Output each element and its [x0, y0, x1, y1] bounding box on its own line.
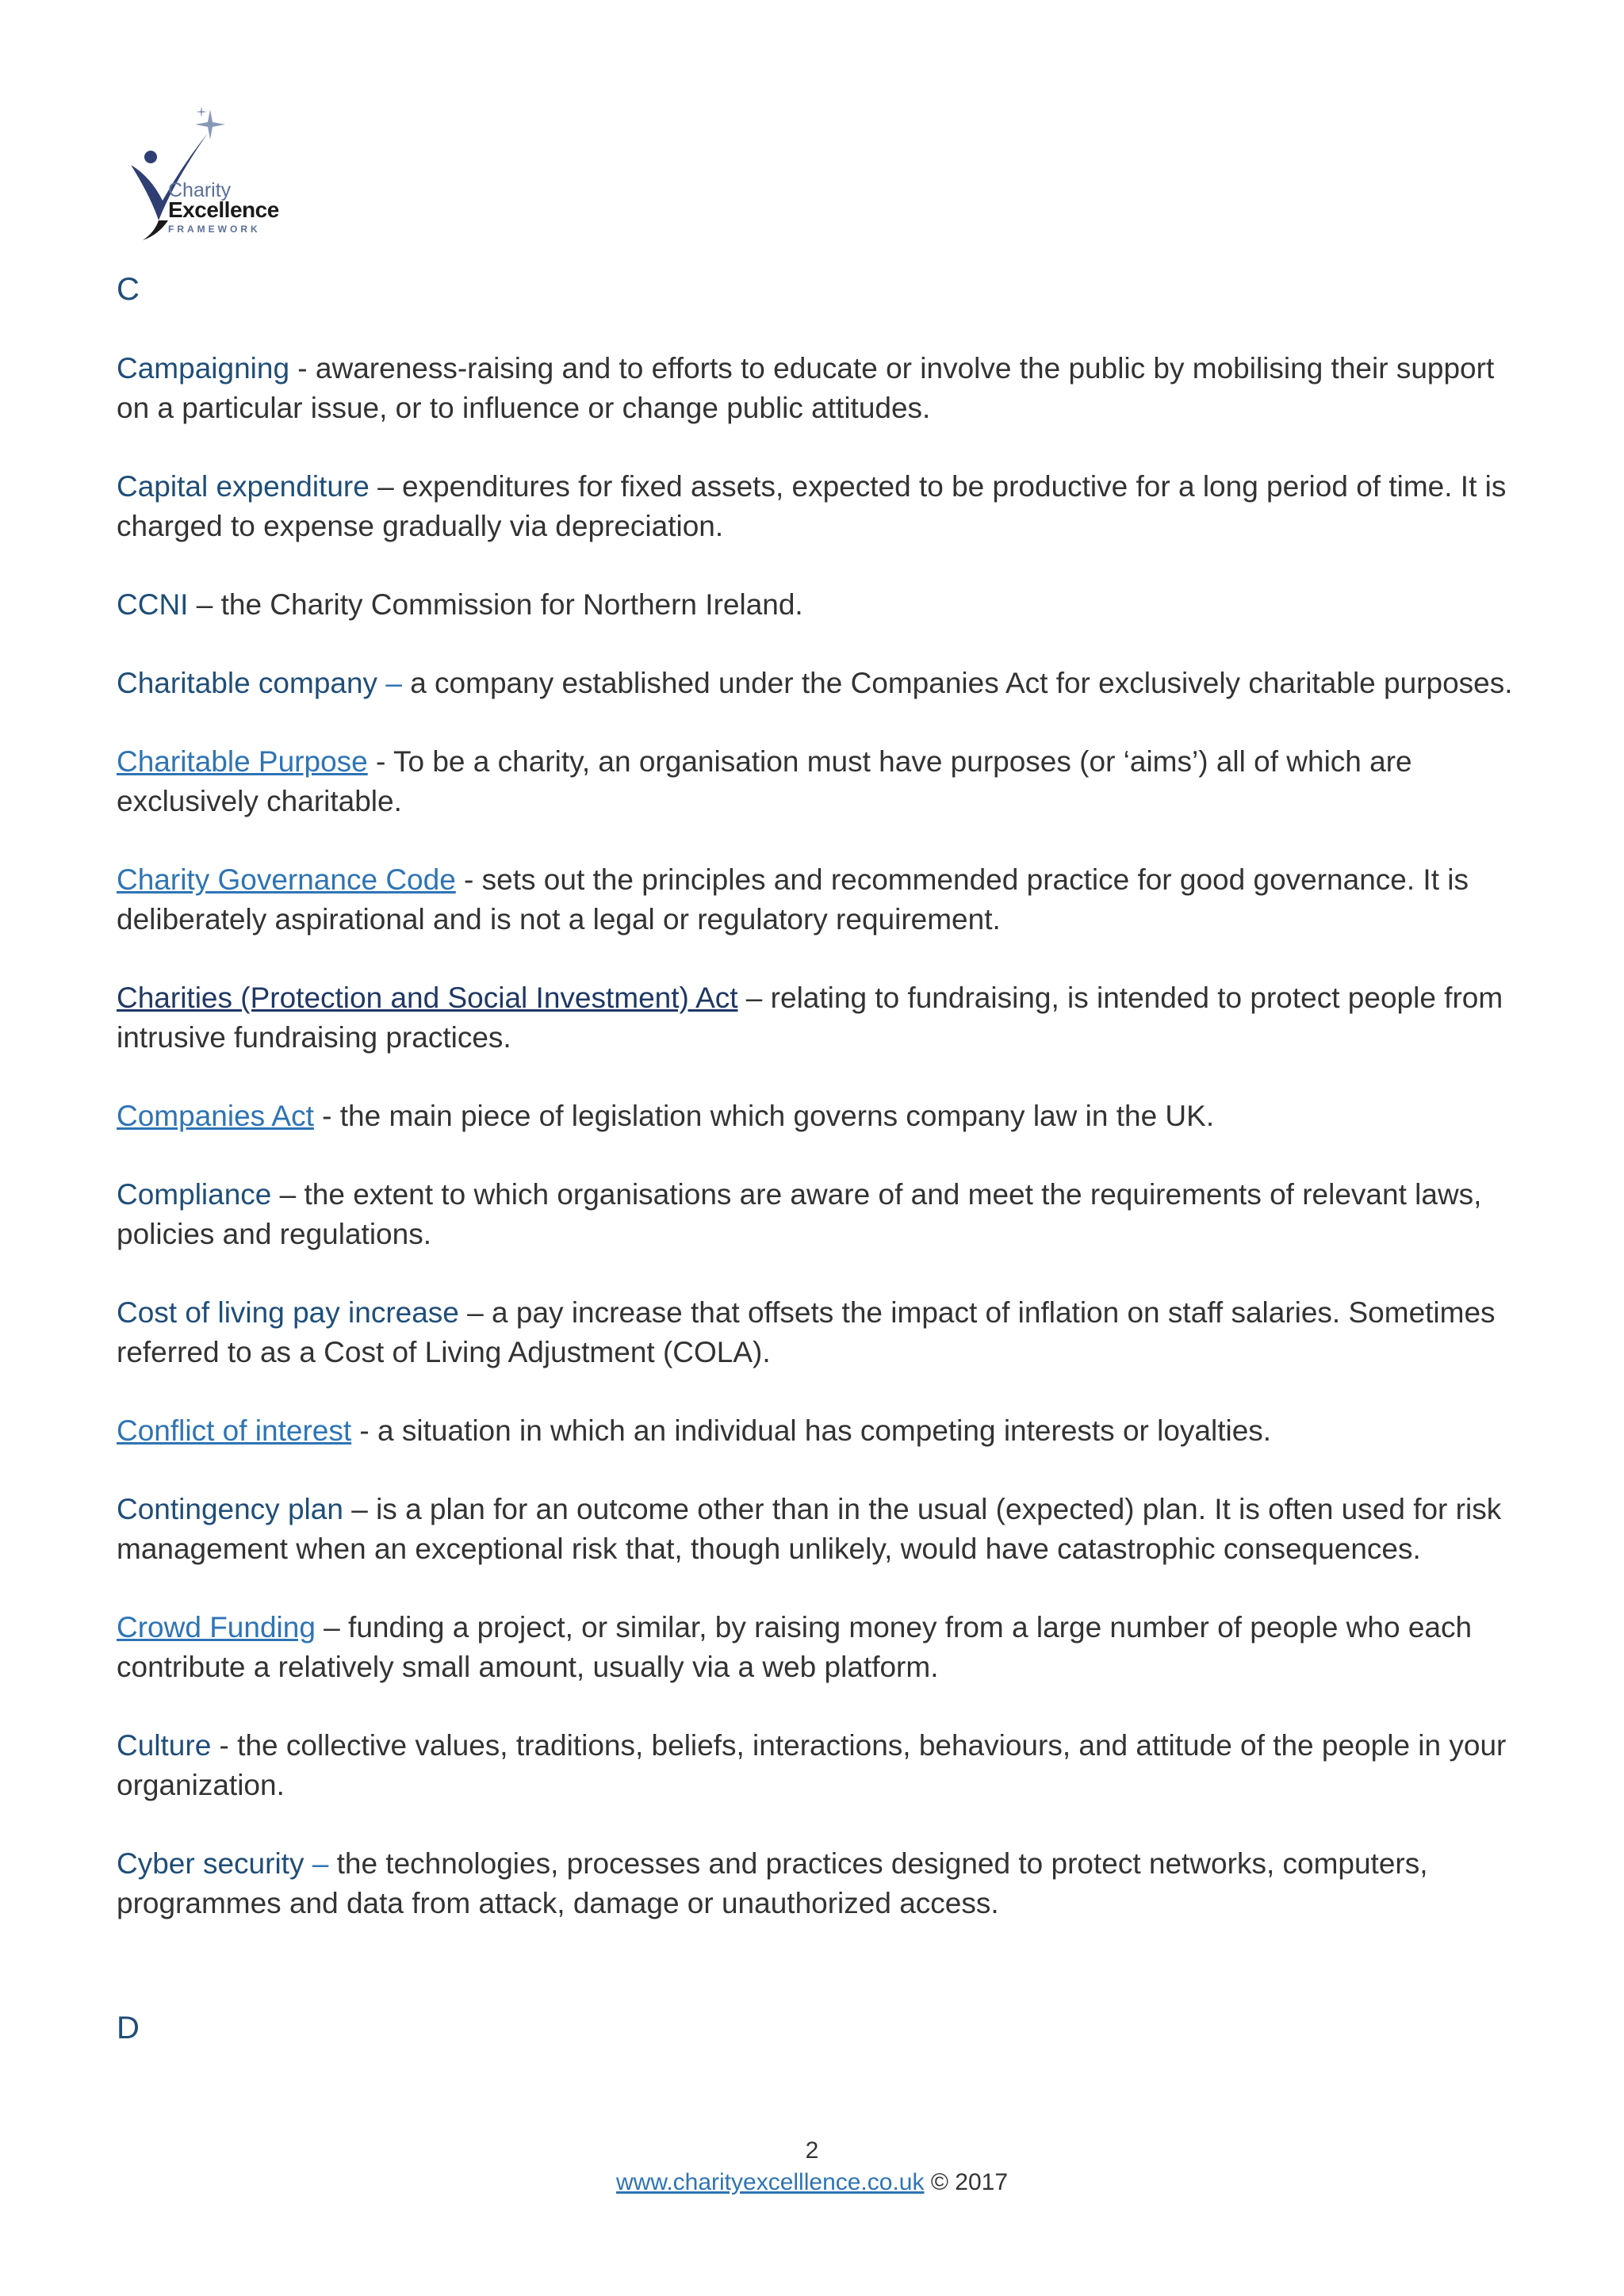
term-separator: – — [369, 470, 402, 503]
section-heading-d: D — [117, 2011, 140, 2045]
glossary-term: Campaigning — [117, 352, 290, 385]
glossary-entry — [117, 349, 1520, 428]
glossary-term: Contingency plan — [117, 1493, 343, 1525]
glossary-entry — [117, 664, 1520, 703]
glossary-entry — [117, 1608, 1520, 1687]
term-separator: – — [737, 982, 771, 1014]
term-separator: - — [455, 863, 482, 896]
glossary-definition: a situation in which an individual has competing interests or loyalties. — [377, 1414, 1272, 1447]
glossary-entry — [117, 585, 1520, 625]
glossary-definition: the extent to which organisations are aware of and meet the requirements of relevant laws, policies and regulations. — [117, 1178, 1482, 1250]
glossary-term-link[interactable]: Charitable Purpose — [117, 745, 368, 778]
glossary-entries — [117, 349, 1520, 1962]
glossary-definition: the technologies, processes and practices designed to protect networks, computers, programmes and data from attack, damage or unauthorized access. — [117, 1847, 1428, 1919]
term-separator: - — [289, 352, 316, 385]
glossary-definition: a company established under the Companies Act for exclusively charitable purposes. — [410, 667, 1513, 699]
glossary-entry — [117, 1844, 1520, 1923]
glossary-definition: the main piece of legislation which governs company law in the UK. — [339, 1100, 1215, 1132]
charity-excellence-logo — [119, 101, 309, 244]
glossary-term-link[interactable]: Conflict of interest — [117, 1414, 352, 1447]
glossary-term-link[interactable]: Companies Act — [117, 1100, 314, 1132]
glossary-term: Cost of living pay increase — [117, 1296, 459, 1329]
glossary-entry — [117, 742, 1520, 821]
term-separator: - — [367, 745, 393, 778]
copyright-text: © 2017 — [924, 2169, 1008, 2195]
glossary-definition: is a plan for an outcome other than in the usual (expected) plan. It is often used for risk management when an exceptional risk that, though unlikely, would have catastrophic consequences. — [117, 1493, 1502, 1565]
glossary-definition: sets out the principles and recommended practice for good governance. It is deliberately aspirational and is not a legal or regulatory requirement. — [117, 863, 1469, 936]
term-separator: - — [313, 1100, 340, 1132]
term-separator: – — [315, 1611, 349, 1644]
glossary-term: Capital expenditure — [117, 470, 370, 503]
glossary-term: Compliance — [117, 1178, 272, 1211]
logo-figure-icon — [119, 101, 309, 244]
glossary-definition: the Charity Commission for Northern Ireland. — [220, 588, 803, 621]
website-link[interactable]: www.charityexcelllence.co.uk — [615, 2169, 925, 2195]
page-number: 2 — [805, 2137, 819, 2164]
glossary-entry — [117, 1175, 1520, 1254]
glossary-entry — [117, 978, 1520, 1058]
glossary-entry — [117, 1293, 1520, 1372]
glossary-entry — [117, 1096, 1520, 1136]
glossary-term-link[interactable]: Crowd Funding — [117, 1611, 316, 1644]
glossary-entry — [117, 1411, 1520, 1451]
glossary-entry — [117, 1490, 1520, 1569]
footer-website-line — [0, 2169, 1624, 2196]
glossary-definition: relating to fundraising, is intended to protect people from intrusive fundraising practices. — [117, 982, 1503, 1054]
glossary-term: Charitable company — [117, 667, 378, 699]
term-separator: – — [188, 588, 221, 621]
term-separator: - — [211, 1729, 238, 1762]
term-separator: – — [304, 1847, 337, 1880]
glossary-term-link[interactable]: Charity Governance Code — [117, 863, 456, 896]
glossary-term: CCNI — [117, 588, 189, 621]
logo-text-excellence: Excellence — [168, 197, 279, 222]
glossary-entry — [117, 1726, 1520, 1805]
logo-text-framework: FRAMEWORK — [168, 224, 261, 235]
term-separator: – — [271, 1178, 304, 1211]
glossary-term-link[interactable]: Charities (Protection and Social Investment) Act — [117, 982, 738, 1014]
glossary-definition: a pay increase that offsets the impact of inflation on staff salaries. Sometimes referred to as a Cost of Living Adjustment (COLA). — [117, 1296, 1496, 1368]
glossary-entry — [117, 467, 1520, 546]
glossary-definition: awareness-raising and to efforts to educate or involve the public by mobilising their support on a particular issue, or to influence or change public attitudes. — [117, 352, 1495, 424]
glossary-definition: funding a project, or similar, by raising money from a large number of people who each contribute a relatively small amount, usually via a web platform. — [117, 1611, 1473, 1683]
term-separator: – — [343, 1493, 377, 1525]
glossary-definition: the collective values, traditions, beliefs, interactions, behaviours, and attitude of the people in your organization. — [117, 1729, 1507, 1801]
glossary-definition: To be a charity, an organisation must have purposes (or ‘aims’) all of which are exclusively charitable. — [117, 745, 1412, 817]
glossary-term: Culture — [117, 1729, 212, 1762]
logo-text-charity: Charity — [168, 179, 232, 201]
glossary-definition: expenditures for fixed assets, expected to be productive for a long period of time. It is charged to expense gradually via depreciation. — [117, 470, 1507, 542]
glossary-entry — [117, 860, 1520, 939]
section-heading-c: C — [117, 272, 140, 307]
term-separator: - — [351, 1414, 378, 1447]
glossary-term: Cyber security — [117, 1847, 304, 1880]
term-separator: – — [458, 1296, 492, 1329]
term-separator: – — [377, 667, 411, 699]
